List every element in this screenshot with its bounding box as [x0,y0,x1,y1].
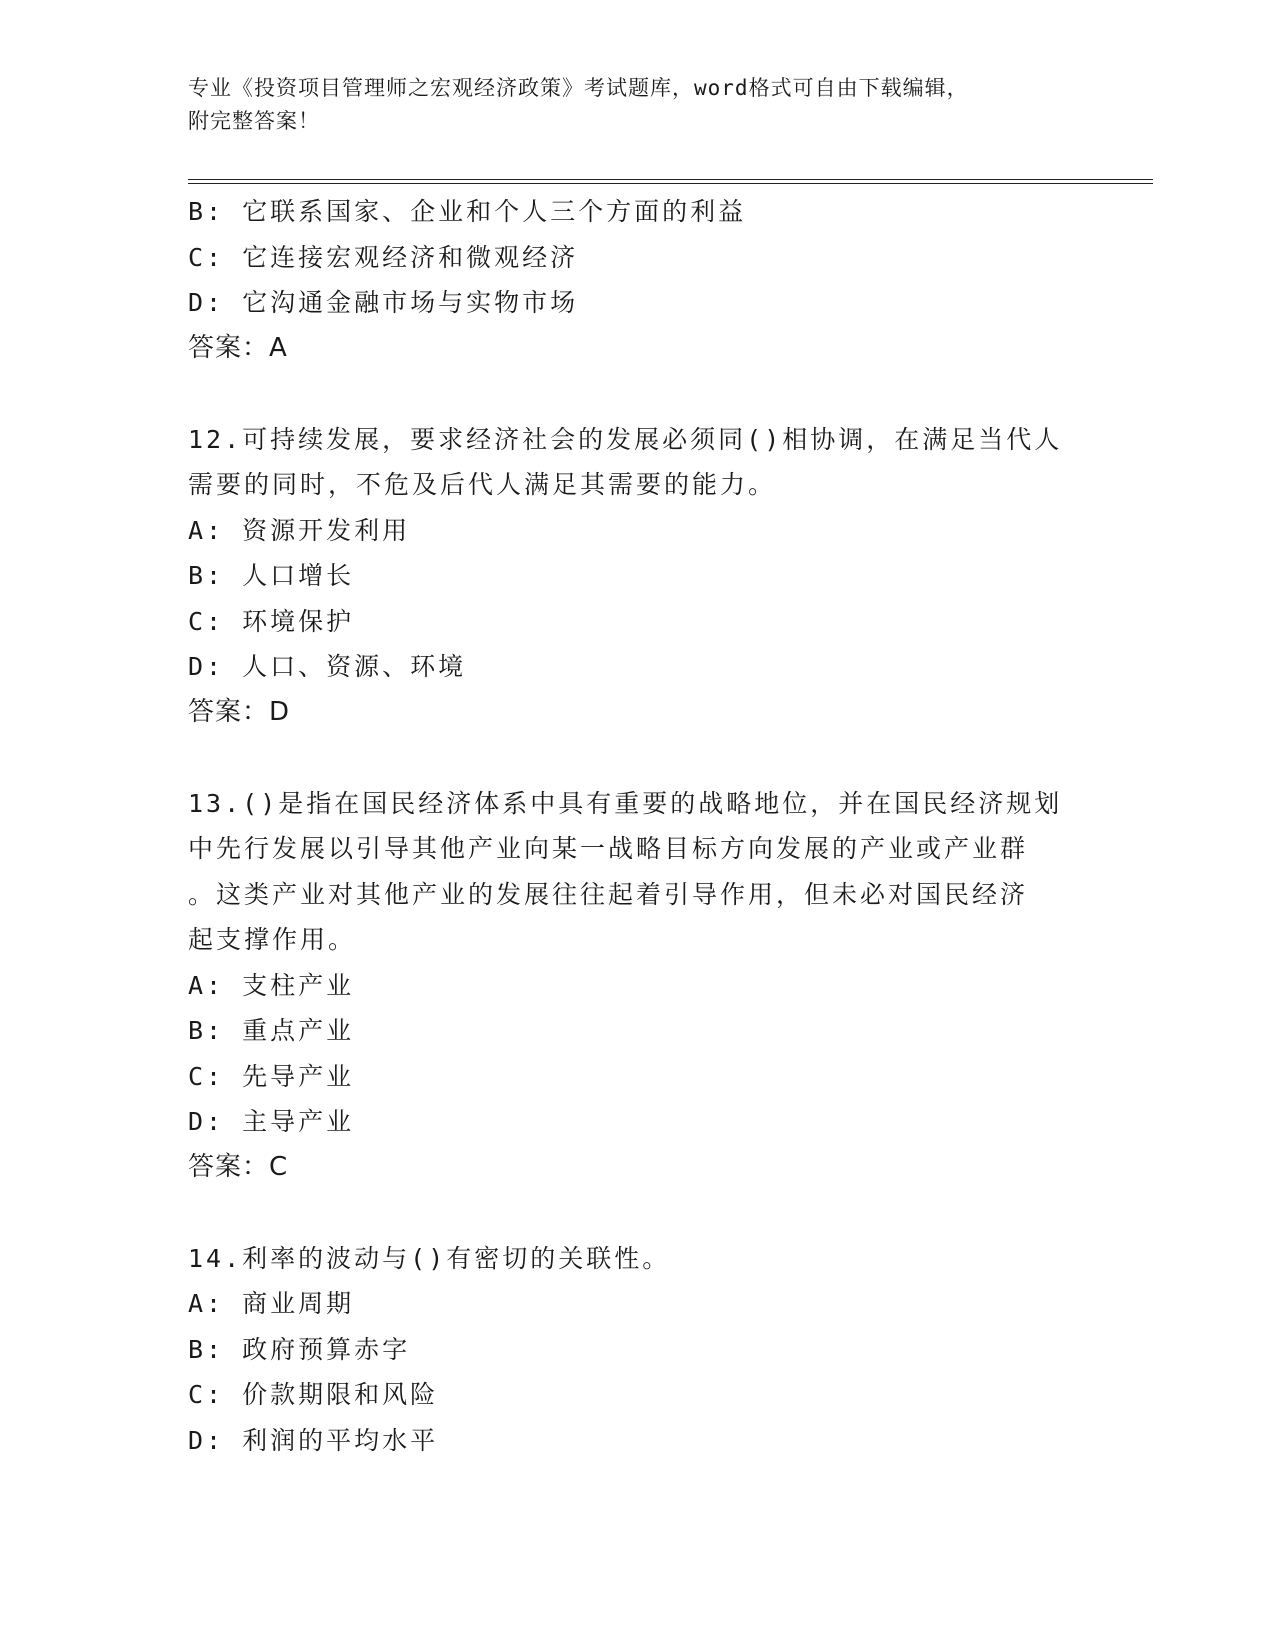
header-divider-top [188,179,1153,180]
option-b: B: 政府预算赤字 [188,1334,411,1364]
option-a: A: 商业周期 [188,1289,355,1318]
header-line-2: 附完整答案！ [188,109,320,133]
question-11-partial [188,189,1088,371]
question-12 [188,417,1088,736]
spacer [188,735,1088,781]
stem-line: 14.利率的波动与()有密切的关联性。 [188,1243,671,1273]
option-a: A: 资源开发利用 [188,515,411,545]
option-c: C: 价款期限和风险 [188,1380,439,1409]
option-a: A: 支柱产业 [188,970,355,1000]
document-header [188,72,1068,138]
question-stem [188,1236,1088,1282]
question-13 [188,781,1088,1191]
option-d: D: 它沟通金融市场与实物市场 [188,288,579,317]
option-b: B: 重点产业 [188,1016,355,1045]
option-c: C: 它连接宏观经济和微观经济 [188,242,579,272]
stem-line: 需要的同时，不危及后代人满足其需要的能力。 [188,470,777,499]
question-stem [188,417,1088,508]
option-d: D: 主导产业 [188,1107,355,1136]
option-c: C: 先导产业 [188,1061,355,1091]
option-d: D: 利润的平均水平 [188,1425,439,1455]
stem-line: 中先行发展以引导其他产业向某一战略目标方向发展的产业或产业群 [188,834,1029,863]
stem-line: 起支撑作用。 [188,925,357,954]
answer-line: 答案：A [188,332,288,363]
option-b: B: 人口增长 [188,561,355,590]
answer-line: 答案：D [188,696,291,727]
spacer [188,1190,1088,1236]
question-14 [188,1236,1088,1464]
header-line-1: 专业《投资项目管理师之宏观经济政策》考试题库，word格式可自由下载编辑， [188,76,969,100]
option-b: B: 它联系国家、企业和个人三个方面的利益 [188,197,747,226]
stem-line: 。这类产业对其他产业的发展往往起着引导作用，但未必对国民经济 [188,879,1029,909]
question-stem [188,781,1088,963]
spacer [188,371,1088,417]
stem-line: 13.()是指在国民经济体系中具有重要的战略地位，并在国民经济规划 [188,788,1063,818]
header-divider-bottom [188,183,1153,184]
question-list [188,189,1088,1463]
stem-line: 12.可持续发展，要求经济社会的发展必须同()相协调，在满足当代人 [188,424,1063,454]
option-d: D: 人口、资源、环境 [188,652,467,681]
option-c: C: 环境保护 [188,606,355,636]
answer-line: 答案：C [188,1151,289,1182]
